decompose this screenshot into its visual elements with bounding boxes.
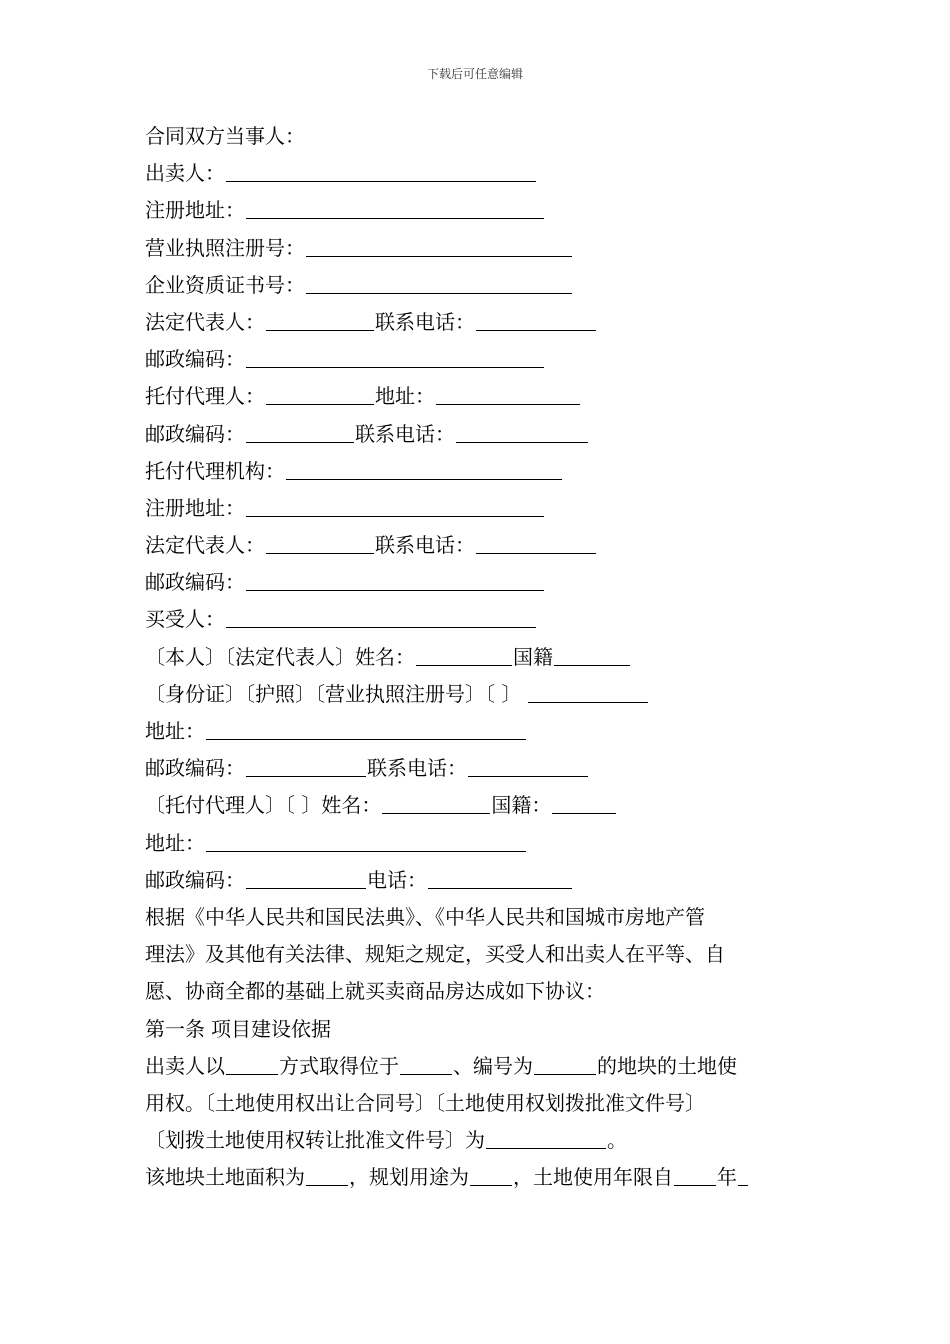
contact-phone-blank[interactable] xyxy=(476,310,596,331)
postcode-label: 邮政编码： xyxy=(145,421,245,446)
document-number-blank[interactable] xyxy=(486,1128,606,1149)
preamble-text: 愿、协商全都的基础上就买卖商品房达成如下协议： xyxy=(145,979,605,1004)
buyer-identity-label: 〔本人〕〔法定代表人〕姓名： xyxy=(145,644,415,669)
article-number: 第一条 xyxy=(145,1016,205,1041)
agent-org-legal-rep-line xyxy=(145,527,825,564)
continuation-blank[interactable] xyxy=(738,1165,748,1186)
seller-blank[interactable] xyxy=(226,161,536,182)
agent-org-label: 托付代理机构： xyxy=(145,458,285,483)
legal-rep-label: 法定代表人： xyxy=(145,533,265,558)
buyer-agent-postcode-line xyxy=(145,862,825,899)
id-types-label: 〔身份证〕〔护照〕〔营业执照注册号〕〔 〕 xyxy=(145,681,522,706)
agent-postcode-line xyxy=(145,416,825,453)
agent-org-blank[interactable] xyxy=(286,459,562,480)
nationality-label: 国籍： xyxy=(491,793,552,818)
qualification-cert-line xyxy=(145,267,825,304)
agent-org-line xyxy=(145,453,825,490)
address-blank[interactable] xyxy=(206,719,526,740)
seller-postcode-line xyxy=(145,341,825,378)
buyer-label: 买受人： xyxy=(145,607,225,632)
qualification-cert-label: 企业资质证书号： xyxy=(145,272,305,297)
article-text: ，土地使用年限自 xyxy=(513,1165,673,1190)
nationality-label: 国籍 xyxy=(513,644,553,669)
parties-title-text: 合同双方当事人： xyxy=(145,124,305,148)
preamble-line-1 xyxy=(145,899,825,936)
article-text: 年 xyxy=(717,1165,737,1190)
postcode-blank[interactable] xyxy=(246,347,544,368)
business-license-line xyxy=(145,230,825,267)
legal-rep-label: 法定代表人： xyxy=(145,309,265,334)
address-label: 地址： xyxy=(145,830,205,855)
contact-phone-blank[interactable] xyxy=(476,533,596,554)
article-text: 方式取得位于 xyxy=(279,1053,399,1078)
postcode-label: 邮政编码： xyxy=(145,867,245,892)
agent-org-reg-address-label: 注册地址： xyxy=(145,495,245,520)
preamble-text: 根据《中华人民共和国民法典》、《中华人民共和国城市房地产管 xyxy=(145,904,705,929)
agent-org-reg-address-line xyxy=(145,490,825,527)
nationality-blank[interactable] xyxy=(552,793,616,814)
contact-phone-label: 联系电话： xyxy=(367,756,467,781)
article-text: 〔划拨土地使用权转让批准文件号〕为 xyxy=(145,1128,485,1153)
article-text: 该地块土地面积为 xyxy=(145,1165,305,1190)
qualification-cert-blank[interactable] xyxy=(306,273,572,294)
planned-use-blank[interactable] xyxy=(470,1165,512,1186)
article-title: 项目建设依据 xyxy=(211,1016,331,1041)
plot-number-blank[interactable] xyxy=(534,1054,596,1075)
article-1-para-line-3 xyxy=(145,1122,825,1159)
page-header-note: 下载后可任意编辑 xyxy=(426,67,523,81)
buyer-agent-name-blank[interactable] xyxy=(382,793,490,814)
buyer-postcode-line xyxy=(145,750,825,787)
contact-phone-label: 联系电话： xyxy=(375,533,475,558)
agent-address-blank[interactable] xyxy=(436,384,580,405)
start-year-blank[interactable] xyxy=(674,1165,716,1186)
preamble-text: 理法》及其他有关法律、规矩之规定，买受人和出卖人在平等、自 xyxy=(145,942,725,967)
agent-blank[interactable] xyxy=(266,384,374,405)
seller-legal-rep-line xyxy=(145,304,825,341)
buyer-agent-label: 〔托付代理人〕〔 〕姓名： xyxy=(145,793,382,818)
legal-rep-blank[interactable] xyxy=(266,310,374,331)
seller-reg-address-line xyxy=(145,192,825,229)
location-blank[interactable] xyxy=(400,1054,452,1075)
contact-phone-label: 联系电话： xyxy=(375,309,475,334)
buyer-agent-address-line xyxy=(145,825,825,862)
postcode-blank[interactable] xyxy=(246,422,354,443)
buyer-agent-line xyxy=(145,787,825,824)
postcode-blank[interactable] xyxy=(246,868,366,889)
parties-title xyxy=(145,118,825,155)
agent-address-label: 地址： xyxy=(375,384,435,409)
legal-rep-blank[interactable] xyxy=(266,533,374,554)
article-1-para-line-2 xyxy=(145,1085,825,1122)
preamble-line-3 xyxy=(145,973,825,1010)
article-1-para-line-1 xyxy=(145,1048,825,1085)
article-text: 出卖人以 xyxy=(145,1053,225,1078)
buyer-line xyxy=(145,601,825,638)
postcode-label: 邮政编码： xyxy=(145,756,245,781)
agent-org-reg-address-blank[interactable] xyxy=(246,496,544,517)
buyer-name-blank[interactable] xyxy=(416,645,512,666)
buyer-blank[interactable] xyxy=(226,607,536,628)
postcode-blank[interactable] xyxy=(246,570,544,591)
acquisition-method-blank[interactable] xyxy=(226,1054,278,1075)
postcode-label: 邮政编码： xyxy=(145,570,245,595)
seller-reg-address-blank[interactable] xyxy=(246,198,544,219)
buyer-address-line xyxy=(145,713,825,750)
address-blank[interactable] xyxy=(206,831,526,852)
seller-reg-address-label: 注册地址： xyxy=(145,198,245,223)
buyer-id-types-line xyxy=(145,676,825,713)
agent-label: 托付代理人： xyxy=(145,384,265,409)
agent-line xyxy=(145,378,825,415)
seller-line xyxy=(145,155,825,192)
phone-label: 电话： xyxy=(367,867,427,892)
business-license-blank[interactable] xyxy=(306,236,572,257)
land-area-blank[interactable] xyxy=(306,1165,348,1186)
article-text: ，规划用途为 xyxy=(349,1165,469,1190)
business-license-label: 营业执照注册号： xyxy=(145,235,305,260)
article-text: 的地块的土地使 xyxy=(597,1053,737,1078)
contract-body xyxy=(145,118,825,1196)
article-text: 。 xyxy=(607,1128,627,1153)
phone-blank[interactable] xyxy=(428,868,572,889)
contact-phone-blank[interactable] xyxy=(456,422,588,443)
id-number-blank[interactable] xyxy=(528,682,648,703)
article-1-para-line-4 xyxy=(145,1159,825,1196)
nationality-blank[interactable] xyxy=(554,645,630,666)
seller-label: 出卖人： xyxy=(145,161,225,186)
agent-org-postcode-line xyxy=(145,564,825,601)
postcode-label: 邮政编码： xyxy=(145,347,245,372)
article-1-heading xyxy=(145,1011,825,1048)
preamble-line-2 xyxy=(145,936,825,973)
buyer-identity-line xyxy=(145,639,825,676)
contact-phone-label: 联系电话： xyxy=(355,421,455,446)
postcode-blank[interactable] xyxy=(246,756,366,777)
article-text: 、编号为 xyxy=(453,1053,533,1078)
contact-phone-blank[interactable] xyxy=(468,756,588,777)
address-label: 地址： xyxy=(145,719,205,743)
article-text: 用权。〔土地使用权出让合同号〕〔土地使用权划拨批准文件号〕 xyxy=(145,1090,705,1115)
